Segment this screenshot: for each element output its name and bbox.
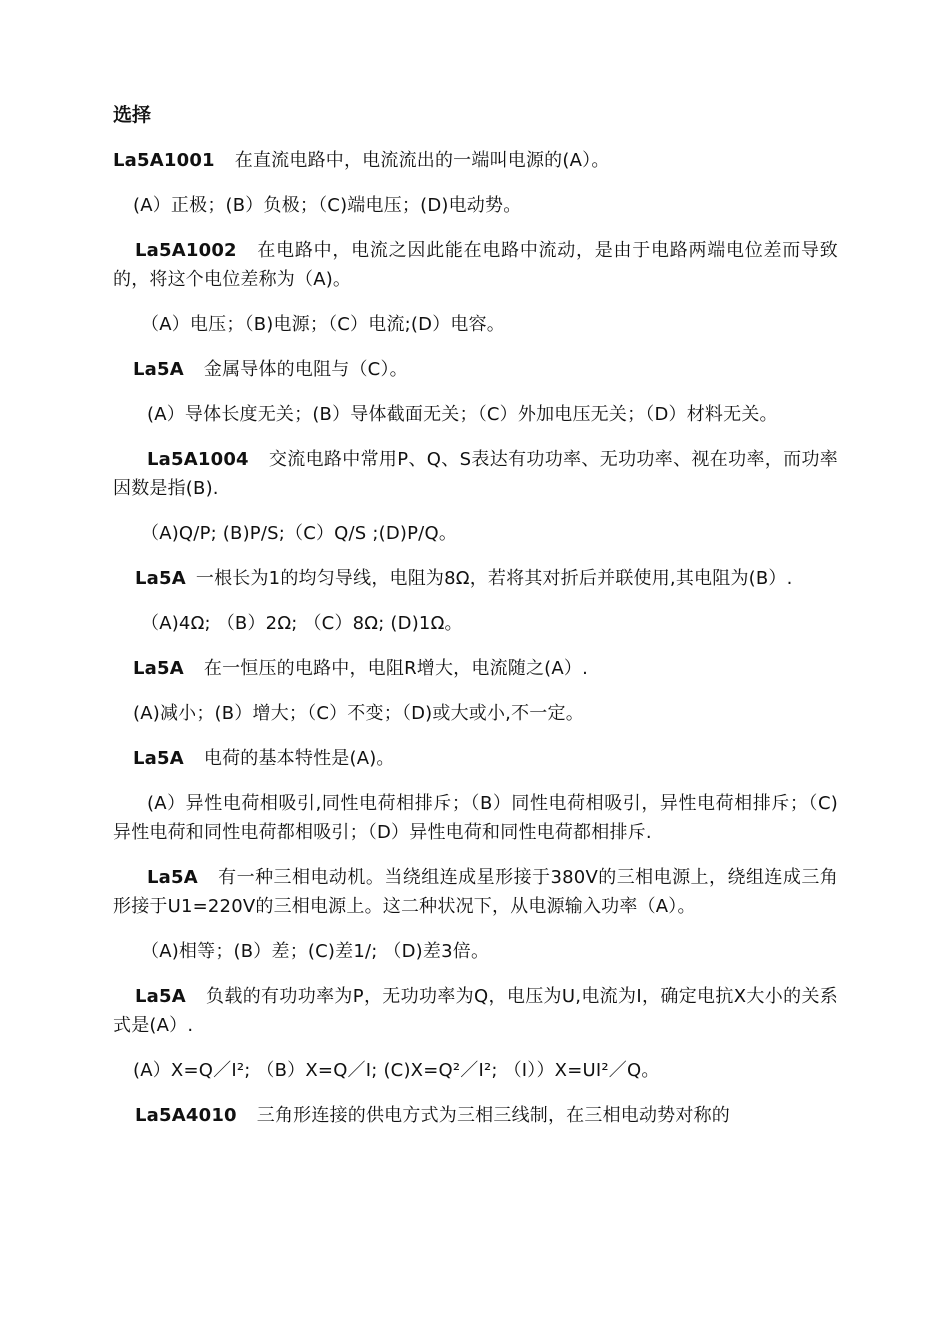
question-code: La5A4010: [135, 1105, 237, 1126]
question-text: 电荷的基本特性是(A)。: [203, 748, 395, 769]
question-text: 负载的有功功率为P，无功功率为Q，电压为U,电流为I，确定电抗X大小的关系式是(A）.: [113, 986, 838, 1036]
answer-3: (A）导体长度无关；(B）导体截面无关；（C）外加电压无关；（D）材料无关。: [147, 404, 778, 425]
question-text: 有一种三相电动机。当绕组连成星形接于380V的三相电源上，绕组连成三角形接于U1=220V的三相电源上。这二种状况下，从电源输入功率（A）。: [113, 867, 838, 917]
question-code: La5A1002: [135, 240, 237, 261]
question-text: 在一恒压的电路中，电阻R增大，电流随之(A）.: [203, 658, 589, 679]
question-code: La5A: [147, 867, 198, 888]
question-text: 金属导体的电阻与（C）。: [203, 359, 408, 380]
answer-8: （A)相等；(B）差；(C)差1/; （D)差3倍。: [141, 941, 490, 962]
question-code: La5A1001: [113, 150, 215, 171]
question-code: La5A: [135, 568, 186, 589]
question-code: La5A: [133, 748, 184, 769]
question-text: 在直流电路中，电流流出的一端叫电源的(A）。: [234, 150, 610, 171]
question-code: La5A: [135, 986, 186, 1007]
question-2: [113, 236, 838, 294]
answer-5: （A)4Ω; （B）2Ω; （C）8Ω; (D)1Ω。: [141, 613, 463, 634]
answer-6: (A)减小；(B）增大；（C）不变；（D)或大或小,不一定。: [133, 703, 584, 724]
question-4: [113, 445, 838, 503]
question-7: [113, 744, 838, 773]
question-10: [113, 1101, 838, 1130]
question-9: [113, 982, 838, 1040]
question-6: [113, 654, 838, 683]
answer-4: （A)Q/P; (B)P/S;（C）Q/S ;(D)P/Q。: [141, 523, 458, 544]
question-8: [113, 863, 838, 921]
question-code: La5A: [133, 658, 184, 679]
question-1: [113, 146, 838, 175]
answer-9: (A）X=Q／I²; （B）X=Q／I; (C)X=Q²／I²; （I））X=UI²／Q。: [133, 1060, 660, 1081]
answer-2: （A）电压；（B)电源；（C）电流;(D）电容。: [141, 314, 505, 335]
question-text: 在电路中，电流之因此能在电路中流动，是由于电路两端电位差而导致的，将这个电位差称为（A)。: [113, 240, 838, 290]
question-3: [113, 355, 838, 384]
question-text: 三角形连接的供电方式为三相三线制，在三相电动势对称的: [256, 1105, 730, 1126]
question-text: 交流电路中常用P、Q、S表达有功功率、无功功率、视在功率，而功率因数是指(B).: [113, 449, 838, 499]
question-code: La5A: [133, 359, 184, 380]
question-5: [113, 564, 838, 593]
section-heading: 选择: [113, 104, 152, 126]
answer-1: (A）正极；(B）负极；（C)端电压；(D)电动势。: [133, 195, 522, 216]
question-code: La5A1004: [147, 449, 249, 470]
question-text: 一根长为1的均匀导线，电阻为8Ω，若将其对折后并联使用,其电阻为(B）.: [195, 568, 793, 589]
document-body: [113, 100, 838, 1146]
answer-7: (A）异性电荷相吸引,同性电荷相排斥；（B）同性电荷相吸引，异性电荷相排斥；（C)异性电荷和同性电荷都相吸引；（D）异性电荷和同性电荷都相排斥.: [113, 793, 838, 843]
